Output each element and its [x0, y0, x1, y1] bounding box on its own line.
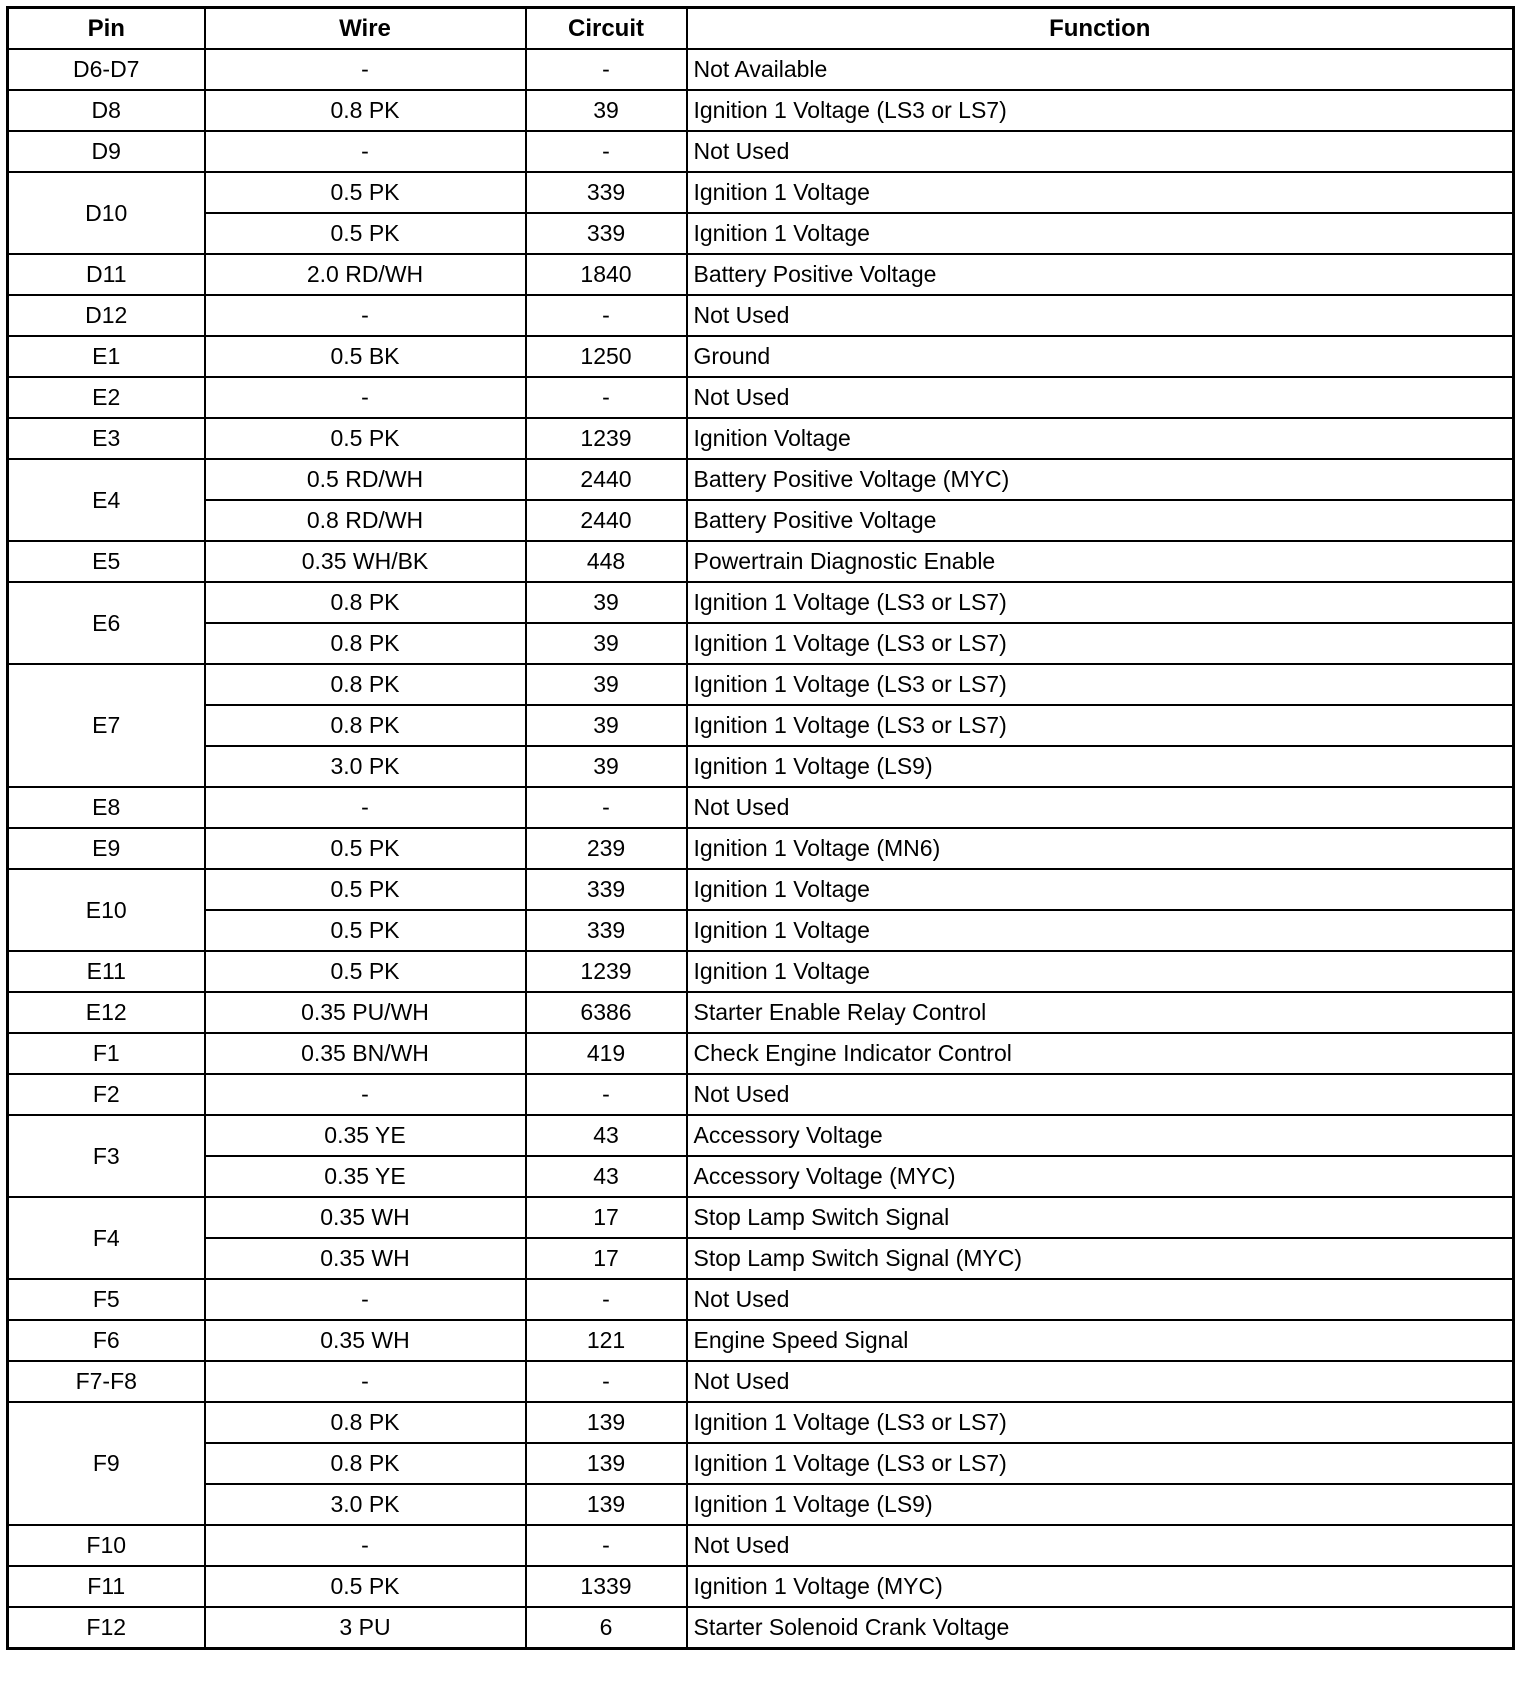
wire-cell: 0.8 RD/WH: [205, 500, 526, 541]
circuit-cell: 1840: [526, 254, 687, 295]
table-row: [8, 541, 1514, 582]
wire-cell: -: [205, 1279, 526, 1320]
function-cell: Ignition 1 Voltage (LS3 or LS7): [687, 90, 1514, 131]
function-cell: Ignition 1 Voltage (LS3 or LS7): [687, 582, 1514, 623]
function-cell: Not Used: [687, 377, 1514, 418]
pin-cell: E9: [8, 828, 205, 869]
circuit-cell: -: [526, 295, 687, 336]
pin-cell: F12: [8, 1607, 205, 1649]
pin-cell: F3: [8, 1115, 205, 1197]
header-row: [8, 8, 1514, 50]
function-cell: Battery Positive Voltage: [687, 500, 1514, 541]
circuit-cell: -: [526, 1361, 687, 1402]
wire-cell: 0.5 PK: [205, 910, 526, 951]
header-wire: Wire: [205, 8, 526, 50]
function-cell: Stop Lamp Switch Signal: [687, 1197, 1514, 1238]
table-row: [8, 1074, 1514, 1115]
function-cell: Battery Positive Voltage: [687, 254, 1514, 295]
table-row: [8, 1156, 1514, 1197]
function-cell: Not Used: [687, 787, 1514, 828]
circuit-cell: 339: [526, 869, 687, 910]
wire-cell: 0.35 PU/WH: [205, 992, 526, 1033]
table-row: [8, 746, 1514, 787]
header-function: Function: [687, 8, 1514, 50]
function-cell: Ignition 1 Voltage (LS3 or LS7): [687, 705, 1514, 746]
circuit-cell: 6: [526, 1607, 687, 1649]
table-row: [8, 705, 1514, 746]
table-row: [8, 664, 1514, 705]
pin-cell: E5: [8, 541, 205, 582]
table-row: [8, 1443, 1514, 1484]
circuit-cell: 339: [526, 213, 687, 254]
circuit-cell: 39: [526, 623, 687, 664]
pin-cell: F4: [8, 1197, 205, 1279]
circuit-cell: -: [526, 1525, 687, 1566]
function-cell: Accessory Voltage: [687, 1115, 1514, 1156]
circuit-cell: -: [526, 1279, 687, 1320]
table-row: [8, 1402, 1514, 1443]
circuit-cell: 43: [526, 1156, 687, 1197]
pin-cell: E1: [8, 336, 205, 377]
wire-cell: 0.8 PK: [205, 1443, 526, 1484]
circuit-cell: 339: [526, 910, 687, 951]
table-row: [8, 500, 1514, 541]
wire-cell: 0.5 PK: [205, 869, 526, 910]
pin-cell: E4: [8, 459, 205, 541]
pin-cell: D6-D7: [8, 49, 205, 90]
wire-cell: 0.8 PK: [205, 1402, 526, 1443]
wire-cell: 0.35 WH/BK: [205, 541, 526, 582]
circuit-cell: 139: [526, 1402, 687, 1443]
circuit-cell: 419: [526, 1033, 687, 1074]
pin-cell: E3: [8, 418, 205, 459]
wire-cell: 0.5 PK: [205, 172, 526, 213]
function-cell: Ignition 1 Voltage (MYC): [687, 1566, 1514, 1607]
pin-cell: F1: [8, 1033, 205, 1074]
table-header: [8, 8, 1514, 50]
pin-cell: F9: [8, 1402, 205, 1525]
wire-cell: 0.35 BN/WH: [205, 1033, 526, 1074]
pin-cell: E12: [8, 992, 205, 1033]
table-row: [8, 1279, 1514, 1320]
circuit-cell: 2440: [526, 500, 687, 541]
table-body: [8, 49, 1514, 1649]
pin-cell: D10: [8, 172, 205, 254]
table-row: [8, 1033, 1514, 1074]
pin-cell: F7-F8: [8, 1361, 205, 1402]
wire-cell: 0.5 BK: [205, 336, 526, 377]
circuit-cell: 39: [526, 746, 687, 787]
wire-cell: 0.5 PK: [205, 951, 526, 992]
pin-cell: D12: [8, 295, 205, 336]
function-cell: Ignition 1 Voltage: [687, 172, 1514, 213]
wire-cell: 0.5 RD/WH: [205, 459, 526, 500]
pin-cell: F11: [8, 1566, 205, 1607]
wire-cell: 0.8 PK: [205, 623, 526, 664]
circuit-cell: 1239: [526, 418, 687, 459]
circuit-cell: 121: [526, 1320, 687, 1361]
table-row: [8, 418, 1514, 459]
function-cell: Ignition Voltage: [687, 418, 1514, 459]
circuit-cell: -: [526, 787, 687, 828]
circuit-cell: 2440: [526, 459, 687, 500]
wire-cell: 0.8 PK: [205, 582, 526, 623]
table-row: [8, 582, 1514, 623]
pin-cell: E2: [8, 377, 205, 418]
pin-cell: E6: [8, 582, 205, 664]
circuit-cell: 39: [526, 705, 687, 746]
wire-cell: 0.5 PK: [205, 418, 526, 459]
circuit-cell: 448: [526, 541, 687, 582]
circuit-cell: -: [526, 49, 687, 90]
table-row: [8, 377, 1514, 418]
wire-cell: 0.35 YE: [205, 1115, 526, 1156]
wire-cell: 0.35 WH: [205, 1238, 526, 1279]
circuit-cell: 1339: [526, 1566, 687, 1607]
function-cell: Not Available: [687, 49, 1514, 90]
function-cell: Ignition 1 Voltage (LS3 or LS7): [687, 1402, 1514, 1443]
circuit-cell: 6386: [526, 992, 687, 1033]
function-cell: Ignition 1 Voltage (LS9): [687, 746, 1514, 787]
function-cell: Ignition 1 Voltage: [687, 910, 1514, 951]
wire-cell: 0.35 YE: [205, 1156, 526, 1197]
wire-cell: 3 PU: [205, 1607, 526, 1649]
table-row: [8, 90, 1514, 131]
table-row: [8, 828, 1514, 869]
function-cell: Stop Lamp Switch Signal (MYC): [687, 1238, 1514, 1279]
table-row: [8, 1320, 1514, 1361]
function-cell: Ignition 1 Voltage (LS3 or LS7): [687, 623, 1514, 664]
function-cell: Ignition 1 Voltage (LS3 or LS7): [687, 1443, 1514, 1484]
function-cell: Ignition 1 Voltage: [687, 951, 1514, 992]
table-row: [8, 1607, 1514, 1649]
wire-cell: 3.0 PK: [205, 1484, 526, 1525]
table-row: [8, 623, 1514, 664]
wire-cell: 0.5 PK: [205, 1566, 526, 1607]
circuit-cell: 339: [526, 172, 687, 213]
wire-cell: 0.8 PK: [205, 90, 526, 131]
wire-cell: 0.5 PK: [205, 828, 526, 869]
table-row: [8, 787, 1514, 828]
table-row: [8, 131, 1514, 172]
pin-cell: F10: [8, 1525, 205, 1566]
table-row: [8, 336, 1514, 377]
circuit-cell: 1239: [526, 951, 687, 992]
function-cell: Starter Solenoid Crank Voltage: [687, 1607, 1514, 1649]
table-row: [8, 1566, 1514, 1607]
table-row: [8, 49, 1514, 90]
function-cell: Battery Positive Voltage (MYC): [687, 459, 1514, 500]
circuit-cell: 43: [526, 1115, 687, 1156]
circuit-cell: -: [526, 1074, 687, 1115]
wire-cell: 2.0 RD/WH: [205, 254, 526, 295]
function-cell: Ignition 1 Voltage (MN6): [687, 828, 1514, 869]
wire-cell: 0.35 WH: [205, 1197, 526, 1238]
circuit-cell: 139: [526, 1443, 687, 1484]
pin-cell: E8: [8, 787, 205, 828]
function-cell: Ignition 1 Voltage (LS3 or LS7): [687, 664, 1514, 705]
table-row: [8, 1197, 1514, 1238]
header-pin: Pin: [8, 8, 205, 50]
wire-cell: -: [205, 1525, 526, 1566]
table-row: [8, 1525, 1514, 1566]
table-row: [8, 172, 1514, 213]
table-row: [8, 1115, 1514, 1156]
circuit-cell: 1250: [526, 336, 687, 377]
pin-cell: F2: [8, 1074, 205, 1115]
pin-cell: D11: [8, 254, 205, 295]
table-row: [8, 910, 1514, 951]
wire-cell: 3.0 PK: [205, 746, 526, 787]
table-row: [8, 869, 1514, 910]
function-cell: Not Used: [687, 1525, 1514, 1566]
circuit-cell: 39: [526, 664, 687, 705]
table-row: [8, 254, 1514, 295]
function-cell: Ignition 1 Voltage (LS9): [687, 1484, 1514, 1525]
circuit-cell: 39: [526, 90, 687, 131]
function-cell: Not Used: [687, 1361, 1514, 1402]
circuit-cell: 17: [526, 1238, 687, 1279]
function-cell: Ignition 1 Voltage: [687, 869, 1514, 910]
function-cell: Not Used: [687, 131, 1514, 172]
table-row: [8, 295, 1514, 336]
circuit-cell: 139: [526, 1484, 687, 1525]
circuit-cell: -: [526, 377, 687, 418]
wire-cell: 0.5 PK: [205, 213, 526, 254]
table-row: [8, 951, 1514, 992]
wire-cell: -: [205, 1361, 526, 1402]
function-cell: Powertrain Diagnostic Enable: [687, 541, 1514, 582]
pin-cell: E10: [8, 869, 205, 951]
function-cell: Not Used: [687, 1279, 1514, 1320]
table-row: [8, 1484, 1514, 1525]
wire-cell: -: [205, 1074, 526, 1115]
wire-cell: -: [205, 377, 526, 418]
function-cell: Ignition 1 Voltage: [687, 213, 1514, 254]
pin-cell: E11: [8, 951, 205, 992]
function-cell: Check Engine Indicator Control: [687, 1033, 1514, 1074]
circuit-cell: 239: [526, 828, 687, 869]
pin-cell: F6: [8, 1320, 205, 1361]
wire-cell: 0.35 WH: [205, 1320, 526, 1361]
pin-cell: F5: [8, 1279, 205, 1320]
pin-cell: D9: [8, 131, 205, 172]
table-row: [8, 1238, 1514, 1279]
wire-cell: -: [205, 131, 526, 172]
wire-cell: 0.8 PK: [205, 664, 526, 705]
function-cell: Ground: [687, 336, 1514, 377]
function-cell: Starter Enable Relay Control: [687, 992, 1514, 1033]
circuit-cell: 39: [526, 582, 687, 623]
wire-cell: 0.8 PK: [205, 705, 526, 746]
function-cell: Not Used: [687, 1074, 1514, 1115]
function-cell: Engine Speed Signal: [687, 1320, 1514, 1361]
table-row: [8, 459, 1514, 500]
pin-cell: D8: [8, 90, 205, 131]
function-cell: Not Used: [687, 295, 1514, 336]
table-row: [8, 213, 1514, 254]
wire-cell: -: [205, 787, 526, 828]
circuit-cell: -: [526, 131, 687, 172]
connector-pinout-table: [6, 6, 1515, 1650]
circuit-cell: 17: [526, 1197, 687, 1238]
table-row: [8, 992, 1514, 1033]
pin-cell: E7: [8, 664, 205, 787]
function-cell: Accessory Voltage (MYC): [687, 1156, 1514, 1197]
header-circuit: Circuit: [526, 8, 687, 50]
table-row: [8, 1361, 1514, 1402]
wire-cell: -: [205, 295, 526, 336]
wire-cell: -: [205, 49, 526, 90]
